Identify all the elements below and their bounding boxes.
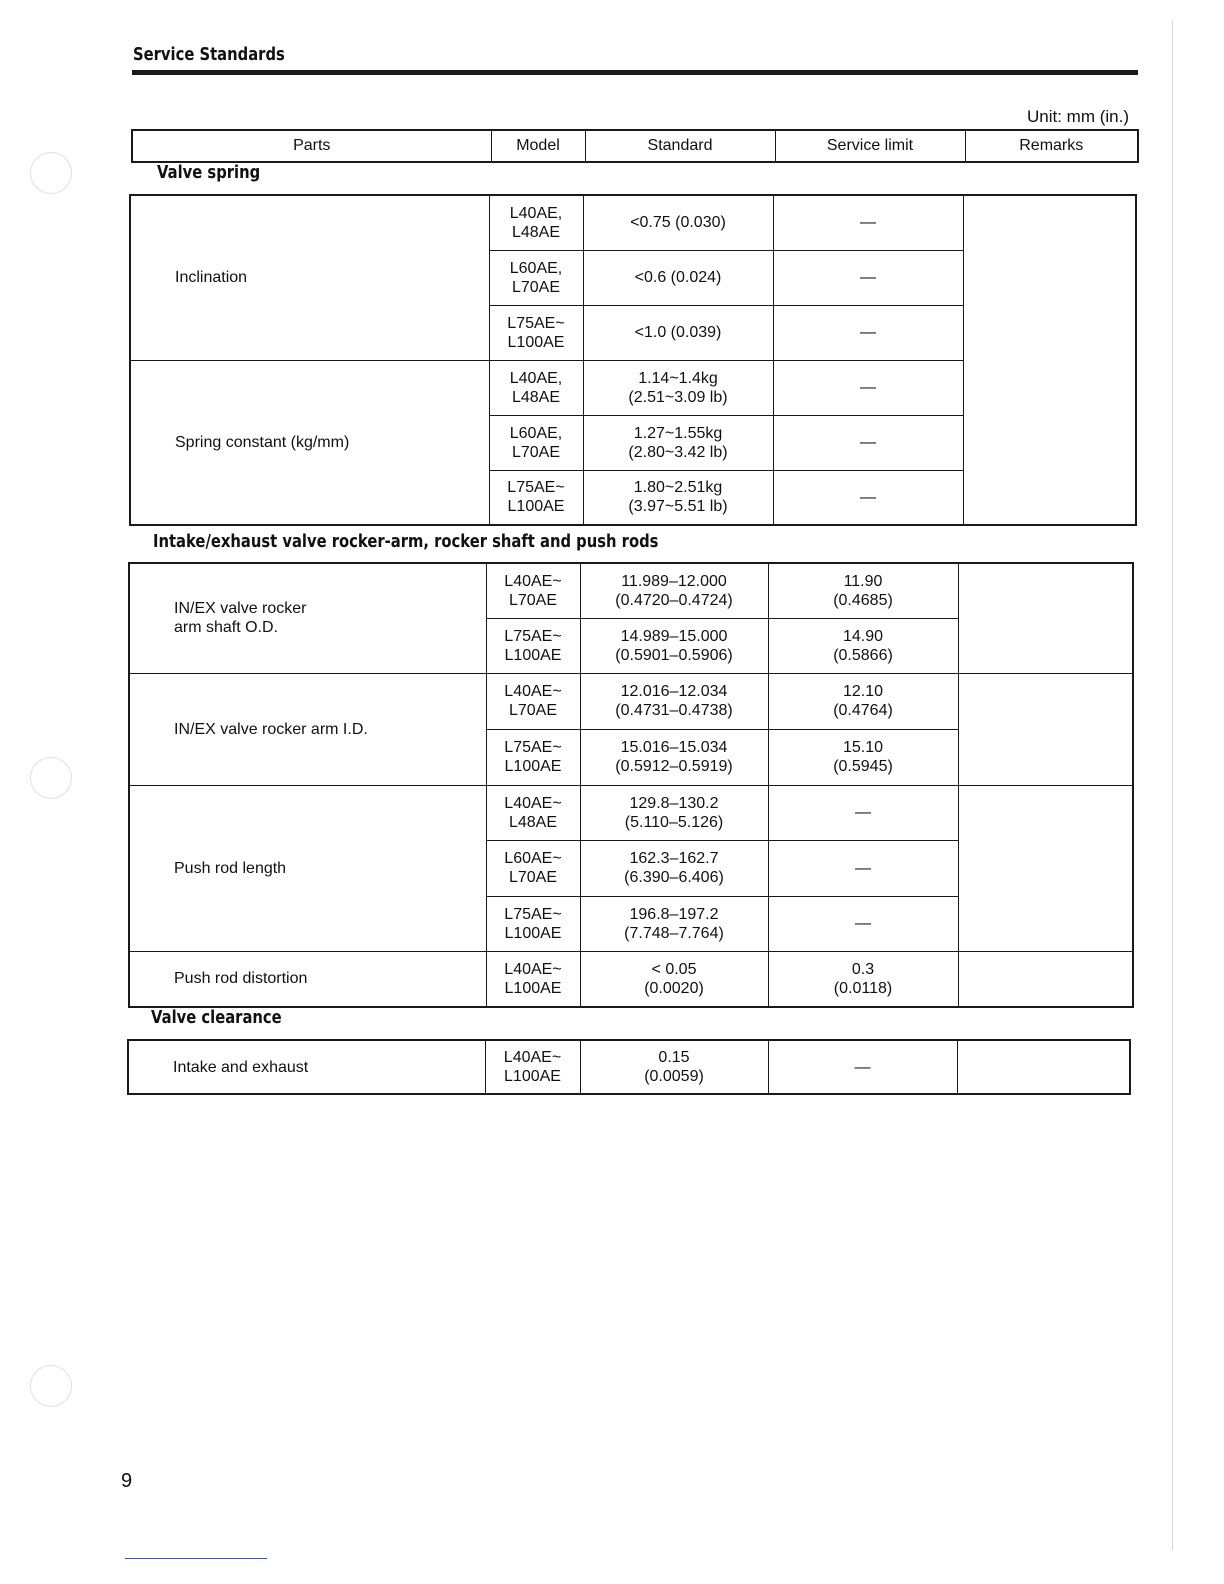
col-parts: Parts — [132, 130, 491, 162]
rocker-arm-table — [128, 562, 1134, 1008]
footer-link-line — [125, 1558, 267, 1559]
model-cell: L60AE, L70AE — [489, 415, 583, 470]
service-limit-cell: 0.3 (0.0118) — [768, 951, 958, 1007]
model-cell: L75AE~ L100AE — [489, 470, 583, 525]
model-cell: L40AE~ L70AE — [486, 563, 580, 618]
binder-hole — [30, 152, 72, 194]
part-label: Push rod distortion — [174, 970, 308, 988]
model-cell: L75AE~ L100AE — [486, 729, 580, 785]
standard-cell: 196.8–197.2 (7.748–7.764) — [580, 896, 768, 951]
remarks-cell — [958, 673, 1133, 785]
model-cell: L60AE~ L70AE — [486, 840, 580, 896]
table-row — [129, 951, 1133, 1007]
remarks-cell — [958, 951, 1133, 1007]
standard-cell: <0.6 (0.024) — [583, 250, 773, 305]
section-title-valve-clearance: Valve clearance — [151, 1007, 282, 1028]
remarks-cell — [958, 563, 1133, 673]
standard-cell: < 0.05 (0.0020) — [580, 951, 768, 1007]
standard-cell: 1.14~1.4kg (2.51~3.09 lb) — [583, 360, 773, 415]
page-edge-line — [1172, 20, 1173, 1550]
service-limit-cell: — — [773, 250, 963, 305]
section-title-rocker-arm: Intake/exhaust valve rocker-arm, rocker shaft and push rods — [153, 531, 659, 552]
unit-label: Unit: mm (in.) — [1027, 107, 1129, 126]
standard-cell: 0.15 (0.0059) — [580, 1040, 768, 1094]
part-label: IN/EX valve rocker arm shaft O.D. — [174, 600, 307, 637]
remarks-cell — [957, 1040, 1130, 1094]
table-row — [129, 563, 1133, 618]
col-service-limit: Service limit — [775, 130, 965, 162]
model-cell: L40AE, L48AE — [489, 360, 583, 415]
service-limit-cell: — — [773, 470, 963, 525]
valve-clearance-table — [127, 1039, 1131, 1095]
header-rule — [132, 70, 1138, 75]
model-cell: L75AE~ L100AE — [486, 618, 580, 673]
standard-cell: 12.016–12.034 (0.4731–0.4738) — [580, 673, 768, 729]
service-limit-cell: 14.90 (0.5866) — [768, 618, 958, 673]
binder-hole — [30, 1365, 72, 1407]
table-row — [130, 195, 1136, 250]
part-label: IN/EX valve rocker arm I.D. — [174, 720, 368, 738]
model-cell: L60AE, L70AE — [489, 250, 583, 305]
standard-cell: 14.989–15.000 (0.5901–0.5906) — [580, 618, 768, 673]
service-limit-cell: — — [773, 415, 963, 470]
valve-spring-table — [129, 194, 1137, 526]
col-model: Model — [491, 130, 585, 162]
model-cell: L40AE~ L100AE — [485, 1040, 580, 1094]
service-limit-cell: — — [773, 305, 963, 360]
part-cell — [128, 1040, 485, 1094]
service-limit-cell: 12.10 (0.4764) — [768, 673, 958, 729]
model-cell: L40AE~ L48AE — [486, 785, 580, 840]
part-cell — [129, 951, 486, 1007]
service-limit-cell: — — [773, 195, 963, 250]
standard-cell: 1.27~1.55kg (2.80~3.42 lb) — [583, 415, 773, 470]
part-label: Push rod length — [174, 859, 287, 877]
part-label: Inclination — [175, 269, 248, 287]
remarks-cell — [963, 195, 1136, 525]
part-cell — [129, 673, 486, 785]
table-row — [129, 673, 1133, 729]
model-cell: L40AE~ L70AE — [486, 673, 580, 729]
standard-cell: 129.8–130.2 (5.110–5.126) — [580, 785, 768, 840]
remarks-cell — [958, 785, 1133, 951]
service-limit-cell: — — [768, 840, 958, 896]
service-limit-cell: 15.10 (0.5945) — [768, 729, 958, 785]
standard-cell: 11.989–12.000 (0.4720–0.4724) — [580, 563, 768, 618]
standard-cell: <0.75 (0.030) — [583, 195, 773, 250]
table-row — [129, 785, 1133, 840]
standard-cell: <1.0 (0.039) — [583, 305, 773, 360]
page-number: 9 — [121, 1470, 133, 1492]
service-limit-cell: — — [768, 896, 958, 951]
binder-hole — [30, 757, 72, 799]
part-label: Spring constant (kg/mm) — [175, 433, 350, 451]
service-limit-cell: — — [768, 1040, 957, 1094]
model-cell: L40AE~ L100AE — [486, 951, 580, 1007]
col-standard: Standard — [585, 130, 775, 162]
standard-cell: 15.016–15.034 (0.5912–0.5919) — [580, 729, 768, 785]
standard-cell: 162.3–162.7 (6.390–6.406) — [580, 840, 768, 896]
col-remarks: Remarks — [965, 130, 1138, 162]
service-limit-cell: — — [768, 785, 958, 840]
service-limit-cell: — — [773, 360, 963, 415]
part-cell — [130, 195, 489, 360]
table-row — [128, 1040, 1130, 1094]
part-cell — [129, 563, 486, 673]
model-cell: L75AE~ L100AE — [486, 896, 580, 951]
model-cell: L75AE~ L100AE — [489, 305, 583, 360]
model-cell: L40AE, L48AE — [489, 195, 583, 250]
part-label: Intake and exhaust — [173, 1058, 309, 1076]
page-header-title: Service Standards — [133, 44, 285, 65]
service-limit-cell: 11.90 (0.4685) — [768, 563, 958, 618]
section-title-valve-spring: Valve spring — [157, 162, 261, 183]
standard-cell: 1.80~2.51kg (3.97~5.51 lb) — [583, 470, 773, 525]
column-header-table — [131, 129, 1139, 163]
part-cell — [129, 785, 486, 951]
part-cell — [130, 360, 489, 525]
